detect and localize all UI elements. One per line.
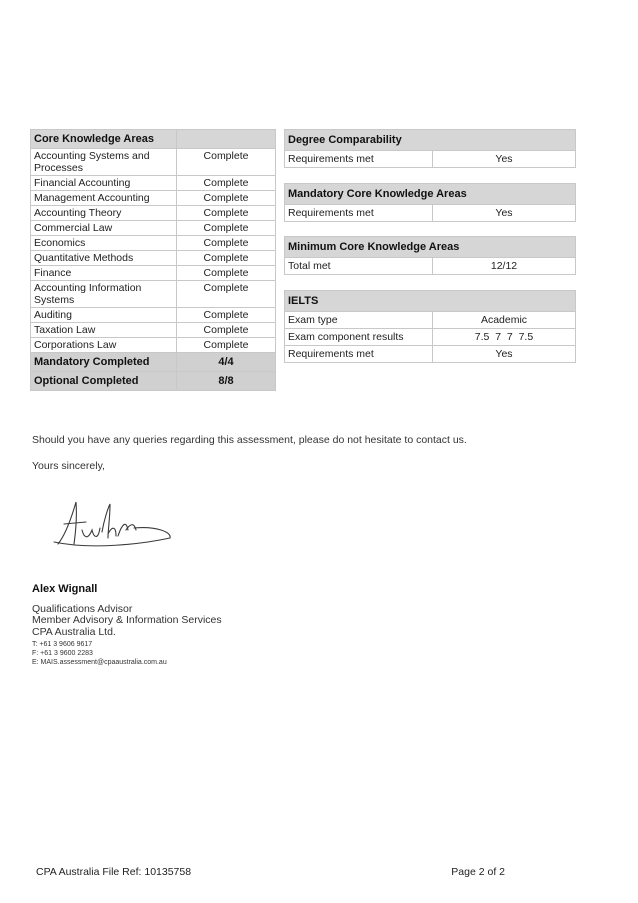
area-name: Accounting Information Systems <box>31 281 177 308</box>
degree-comparability-table <box>284 129 576 168</box>
table-row <box>31 149 276 176</box>
closing-line: Yours sincerely, <box>32 460 105 472</box>
optional-completed-label: Optional Completed <box>31 372 177 391</box>
table-row <box>31 236 276 251</box>
table-row <box>285 346 576 363</box>
mandatory-completed-value: 4/4 <box>177 353 276 372</box>
area-name: Taxation Law <box>31 323 177 338</box>
area-status: Complete <box>177 281 276 308</box>
area-status: Complete <box>177 191 276 206</box>
table-row <box>285 312 576 329</box>
table-row <box>31 338 276 353</box>
area-status: Complete <box>177 149 276 176</box>
row-label: Total met <box>285 258 433 275</box>
row-value: 12/12 <box>433 258 576 275</box>
table-row <box>31 266 276 281</box>
row-value: Academic <box>433 312 576 329</box>
area-name: Commercial Law <box>31 221 177 236</box>
signatory-phone: T: +61 3 9606 9617 <box>32 641 93 648</box>
area-status: Complete <box>177 338 276 353</box>
row-label: Requirements met <box>285 346 433 363</box>
signatory-fax: F: +61 3 9600 2283 <box>32 650 93 657</box>
area-status: Complete <box>177 221 276 236</box>
signature-image <box>52 494 182 556</box>
optional-completed-value: 8/8 <box>177 372 276 391</box>
table-row <box>31 308 276 323</box>
queries-paragraph: Should you have any queries regarding this assessment, please do not hesitate to contact us. <box>32 434 467 446</box>
table-row <box>31 281 276 308</box>
area-status: Complete <box>177 236 276 251</box>
area-name: Management Accounting <box>31 191 177 206</box>
table-row <box>31 221 276 236</box>
ielts-table <box>284 290 576 363</box>
area-name: Financial Accounting <box>31 176 177 191</box>
table-row <box>31 251 276 266</box>
file-reference: CPA Australia File Ref: 10135758 <box>36 866 192 878</box>
mandatory-completed-label: Mandatory Completed <box>31 353 177 372</box>
table-row <box>285 205 576 222</box>
area-name: Finance <box>31 266 177 281</box>
ielts-header: IELTS <box>285 291 576 312</box>
area-name: Accounting Systems and Processes <box>31 149 177 176</box>
row-label: Requirements met <box>285 205 433 222</box>
area-status: Complete <box>177 308 276 323</box>
row-value: 7.5 7 7 7.5 <box>433 329 576 346</box>
row-value: Yes <box>433 151 576 168</box>
optional-completed-row <box>31 372 276 391</box>
minimum-core-table <box>284 236 576 275</box>
area-status: Complete <box>177 176 276 191</box>
mandatory-core-header: Mandatory Core Knowledge Areas <box>285 184 576 205</box>
area-name: Economics <box>31 236 177 251</box>
row-label: Requirements met <box>285 151 433 168</box>
signatory-name: Alex Wignall <box>32 583 98 595</box>
area-name: Corporations Law <box>31 338 177 353</box>
row-value: Yes <box>433 205 576 222</box>
area-name: Accounting Theory <box>31 206 177 221</box>
area-status: Complete <box>177 206 276 221</box>
core-knowledge-header-row <box>31 130 276 149</box>
table-row <box>285 258 576 275</box>
table-row <box>31 176 276 191</box>
area-status: Complete <box>177 323 276 338</box>
core-knowledge-header: Core Knowledge Areas <box>31 130 177 149</box>
table-row <box>31 206 276 221</box>
signatory-department: Member Advisory & Information Services <box>32 614 222 626</box>
table-row <box>31 323 276 338</box>
area-name: Quantitative Methods <box>31 251 177 266</box>
mandatory-completed-row <box>31 353 276 372</box>
degree-comparability-header: Degree Comparability <box>285 130 576 151</box>
mandatory-core-table <box>284 183 576 222</box>
page-number: Page 2 of 2 <box>451 866 505 878</box>
area-status: Complete <box>177 251 276 266</box>
table-row <box>31 191 276 206</box>
signatory-email: E: MAIS.assessment@cpaaustralia.com.au <box>32 659 167 666</box>
signatory-title: Qualifications Advisor <box>32 603 133 615</box>
row-label: Exam component results <box>285 329 433 346</box>
core-knowledge-table <box>30 129 276 391</box>
area-status: Complete <box>177 266 276 281</box>
table-row <box>285 151 576 168</box>
row-label: Exam type <box>285 312 433 329</box>
minimum-core-header: Minimum Core Knowledge Areas <box>285 237 576 258</box>
table-row <box>285 329 576 346</box>
signatory-organisation: CPA Australia Ltd. <box>32 626 116 638</box>
area-name: Auditing <box>31 308 177 323</box>
row-value: Yes <box>433 346 576 363</box>
